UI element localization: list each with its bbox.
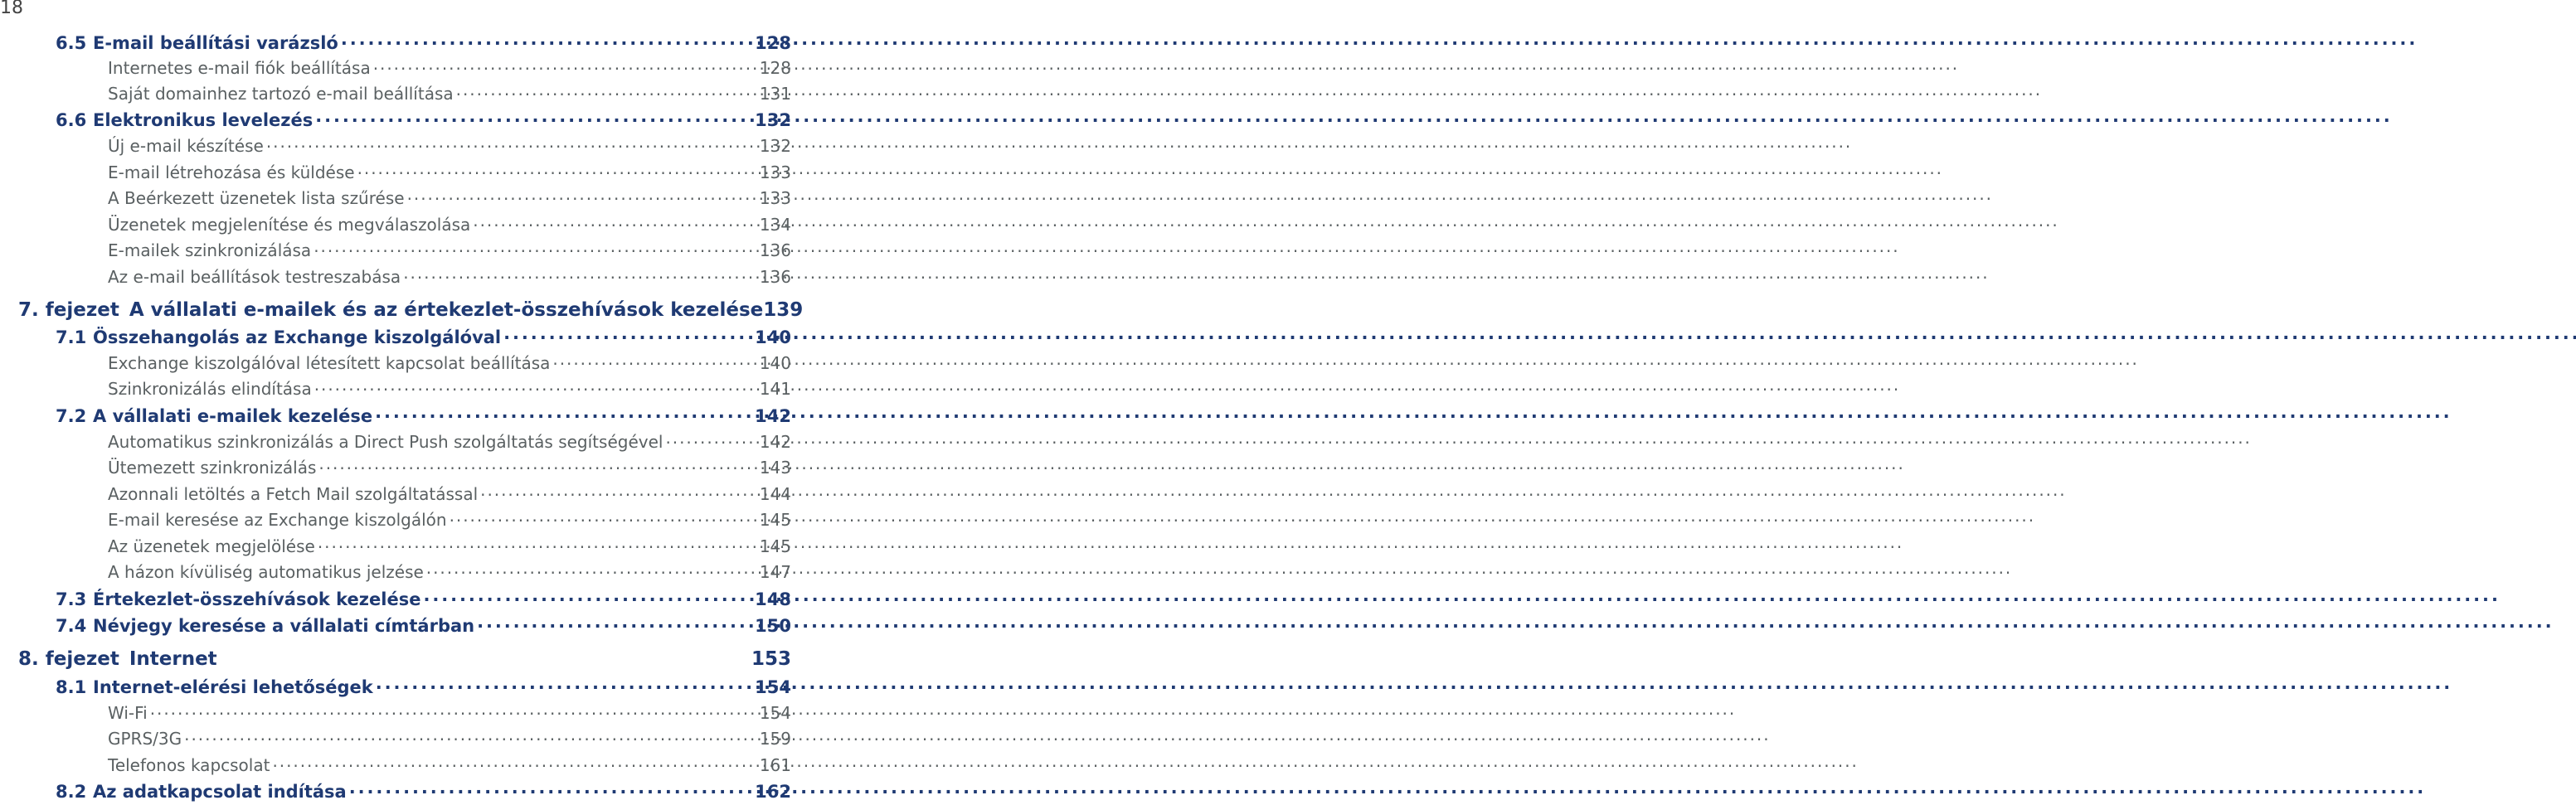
toc-entry[interactable]: [108, 57, 791, 78]
toc-entry-page: 136: [759, 267, 791, 287]
toc-entry-title: Az üzenetek megjelölése: [108, 536, 315, 556]
toc-entry-title: Szinkronizálás elindítása: [108, 379, 312, 399]
toc-entry-title: Wi-Fi: [108, 703, 148, 723]
toc-entry-page: 161: [759, 755, 791, 775]
dot-leader: [313, 240, 757, 256]
toc-entry-page: 154: [755, 677, 791, 697]
dot-leader: [503, 326, 752, 343]
toc-entry[interactable]: [108, 483, 791, 504]
toc-entry-title: A házon kívüliség automatikus jelzése: [108, 562, 424, 582]
dot-leader: [266, 135, 757, 152]
toc-entry-page: 143: [759, 458, 791, 478]
toc-entry[interactable]: [108, 561, 791, 582]
toc-entry-page: 133: [759, 162, 791, 182]
dot-leader: [318, 457, 756, 473]
toc-entry[interactable]: [108, 240, 791, 260]
toc-chapter[interactable]: [18, 299, 804, 321]
toc-entry-number: 7.2: [56, 406, 87, 426]
toc-chapter[interactable]: [18, 648, 791, 670]
toc-entry[interactable]: [108, 702, 791, 723]
toc-entry-title: Üzenetek megjelenítése és megválaszolása: [108, 215, 471, 235]
dot-leader: [423, 588, 752, 605]
dot-leader: [150, 702, 757, 719]
toc-chapter-number: 8. fejezet: [18, 648, 119, 670]
toc-entry-page: 154: [759, 703, 791, 723]
toc-chapter-page: 153: [751, 648, 791, 670]
toc-entry[interactable]: [108, 135, 791, 156]
dot-leader: [357, 162, 757, 178]
dot-leader: [375, 405, 752, 422]
toc-entry-number: 8.1: [56, 677, 87, 697]
toc-entry[interactable]: [56, 588, 791, 609]
toc-entry-title: Ütemezett szinkronizálás: [108, 458, 317, 478]
toc-entry-title: Az adatkapcsolat indítása: [93, 782, 347, 802]
toc-entry[interactable]: [108, 266, 791, 287]
toc-entry-number: 6.6: [56, 110, 87, 130]
toc-entry-number: 7.4: [56, 616, 87, 636]
toc-entry-title: Telefonos kapcsolat: [108, 755, 270, 775]
toc-entry[interactable]: [108, 352, 791, 373]
toc-entry-title: E-mailek szinkronizálása: [108, 240, 312, 260]
dot-leader: [349, 780, 752, 798]
dot-leader: [665, 431, 756, 448]
toc-entry[interactable]: [56, 780, 791, 802]
toc-chapter-title: A vállalati e-mailek és az értekezlet-összehívások kezelése: [129, 299, 764, 321]
toc-entry-page: 148: [755, 589, 791, 609]
toc-entry[interactable]: [56, 614, 791, 636]
toc-entry-title: Értekezlet-összehívások kezelése: [93, 589, 421, 609]
toc-entry[interactable]: [108, 214, 791, 235]
toc-entry-title: Saját domainhez tartozó e-mail beállítása: [108, 84, 454, 104]
dot-leader: [184, 728, 757, 744]
dot-leader: [373, 57, 757, 74]
toc-entry[interactable]: [108, 457, 791, 478]
toc-entry-page: 144: [759, 484, 791, 504]
toc-entry-title: GPRS/3G: [108, 729, 182, 749]
toc-entry-title: A vállalati e-mailek kezelése: [93, 406, 373, 426]
toc-entry-page: 145: [759, 510, 791, 530]
dot-leader: [315, 109, 752, 126]
toc-entry-title: E-mail beállítási varázsló: [93, 33, 338, 53]
toc-entry-page: 147: [759, 562, 791, 582]
toc-entry-page: 134: [759, 215, 791, 235]
toc-chapter-number: 7. fejezet: [18, 299, 119, 321]
toc-chapter-title: Internet: [129, 648, 217, 670]
toc-entry-number: 6.5: [56, 33, 87, 53]
toc-entry-title: A Beérkezett üzenetek lista szűrése: [108, 188, 405, 208]
toc-entry-title: Az e-mail beállítások testreszabása: [108, 267, 401, 287]
toc-entry-page: 136: [759, 240, 791, 260]
toc-entry-page: 131: [759, 84, 791, 104]
dot-leader: [473, 214, 757, 230]
toc-entry-title: Internetes e-mail fiók beállítása: [108, 58, 371, 78]
toc-entry[interactable]: [56, 109, 791, 130]
toc-entry-title: E-mail keresése az Exchange kiszolgálón: [108, 510, 447, 530]
toc-entry-title: Összehangolás az Exchange kiszolgálóval: [93, 327, 502, 347]
toc-entry-title: E-mail létrehozása és küldése: [108, 162, 355, 182]
toc-entry[interactable]: [56, 676, 791, 697]
toc-entry-title: Azonnali letöltés a Fetch Mail szolgáltatással: [108, 484, 479, 504]
toc-entry-title: Internet-elérési lehetőségek: [93, 677, 373, 697]
toc-entry-page: 140: [759, 353, 791, 373]
dot-leader: [403, 266, 757, 283]
toc-entry-page: 145: [759, 536, 791, 556]
toc-entry-title: Új e-mail készítése: [108, 136, 264, 156]
toc-entry-title: Exchange kiszolgálóval létesített kapcsolat beállítása: [108, 353, 551, 373]
toc-entry-page: 132: [755, 110, 791, 130]
dot-leader: [318, 536, 757, 552]
toc-entry-page: 141: [759, 379, 791, 399]
toc-entry[interactable]: [108, 536, 791, 556]
dot-leader: [552, 352, 756, 369]
toc-entry[interactable]: [108, 162, 791, 182]
toc-entry[interactable]: [108, 187, 791, 208]
toc-entry[interactable]: [108, 728, 791, 749]
toc-entry[interactable]: [56, 326, 791, 347]
dot-leader: [376, 676, 752, 693]
toc-entry[interactable]: [108, 378, 791, 399]
dot-leader: [480, 483, 757, 500]
dot-leader: [456, 83, 757, 99]
dot-leader: [314, 378, 757, 395]
toc-entry[interactable]: [108, 509, 791, 530]
toc-entry-page: 132: [759, 136, 791, 156]
toc-entry-page: 162: [755, 782, 791, 802]
toc-entry-title: Névjegy keresése a vállalati címtárban: [93, 616, 475, 636]
toc-entry-title: Automatikus szinkronizálás a Direct Push szolgáltatás segítségével: [108, 432, 663, 452]
toc-entry-page: 159: [759, 729, 791, 749]
toc-entry-page: 133: [759, 188, 791, 208]
toc-entry-page: 128: [755, 33, 791, 53]
toc-entry[interactable]: [108, 754, 791, 775]
toc-entry-number: 8.2: [56, 782, 87, 802]
dot-leader: [407, 187, 757, 204]
dot-leader: [477, 614, 752, 632]
toc-entry-page: 150: [755, 616, 791, 636]
toc-entry[interactable]: [108, 431, 791, 452]
toc-entry-title: Elektronikus levelezés: [93, 110, 313, 130]
toc-entry-page: 140: [755, 327, 791, 347]
toc-entry[interactable]: [56, 405, 791, 426]
page-number: 18: [0, 0, 23, 18]
dot-leader: [426, 561, 757, 578]
dot-leader: [341, 32, 752, 49]
toc-chapter-page: 139: [763, 299, 804, 321]
toc-entry-number: 7.3: [56, 589, 87, 609]
dot-leader: [450, 509, 757, 526]
dot-leader: [272, 754, 756, 771]
toc-entry-number: 7.1: [56, 327, 87, 347]
toc-entry-page: 142: [755, 406, 791, 426]
toc-entry[interactable]: [56, 32, 791, 53]
toc-entry-page: 142: [759, 432, 791, 452]
toc-entry[interactable]: [108, 83, 791, 104]
toc-entry-page: 128: [759, 58, 791, 78]
